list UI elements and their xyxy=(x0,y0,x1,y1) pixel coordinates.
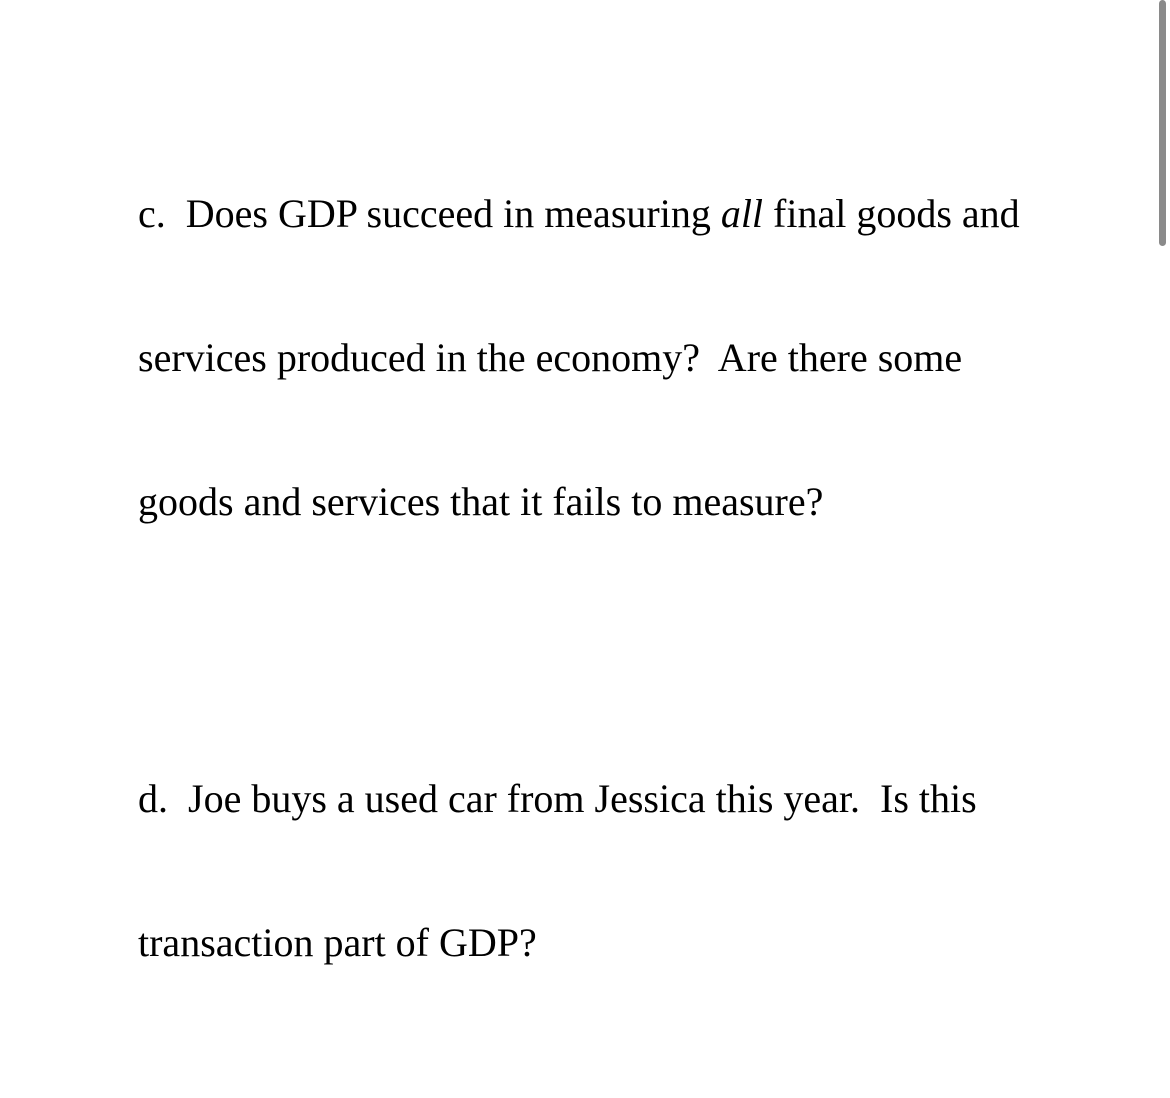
question-c xyxy=(138,94,1048,574)
question-c-line-1-start: c. Does GDP succeed in measuring xyxy=(138,191,721,236)
scrollbar-thumb[interactable] xyxy=(1159,0,1166,246)
question-c-line-3: goods and services that it fails to measure? xyxy=(138,479,824,524)
vertical-scrollbar[interactable] xyxy=(1156,0,1170,260)
question-d xyxy=(138,679,1048,1015)
question-c-emphasis-all: all xyxy=(720,191,764,236)
question-c-line-2: services produced in the economy? Are there some xyxy=(138,335,963,380)
question-c-line-1-end: final goods and xyxy=(763,191,1020,236)
question-c-line-1 xyxy=(138,190,1048,238)
question-d-line-1: d. Joe buys a used car from Jessica this year. Is this xyxy=(138,776,977,821)
question-d-line-2: transaction part of GDP? xyxy=(138,920,537,965)
